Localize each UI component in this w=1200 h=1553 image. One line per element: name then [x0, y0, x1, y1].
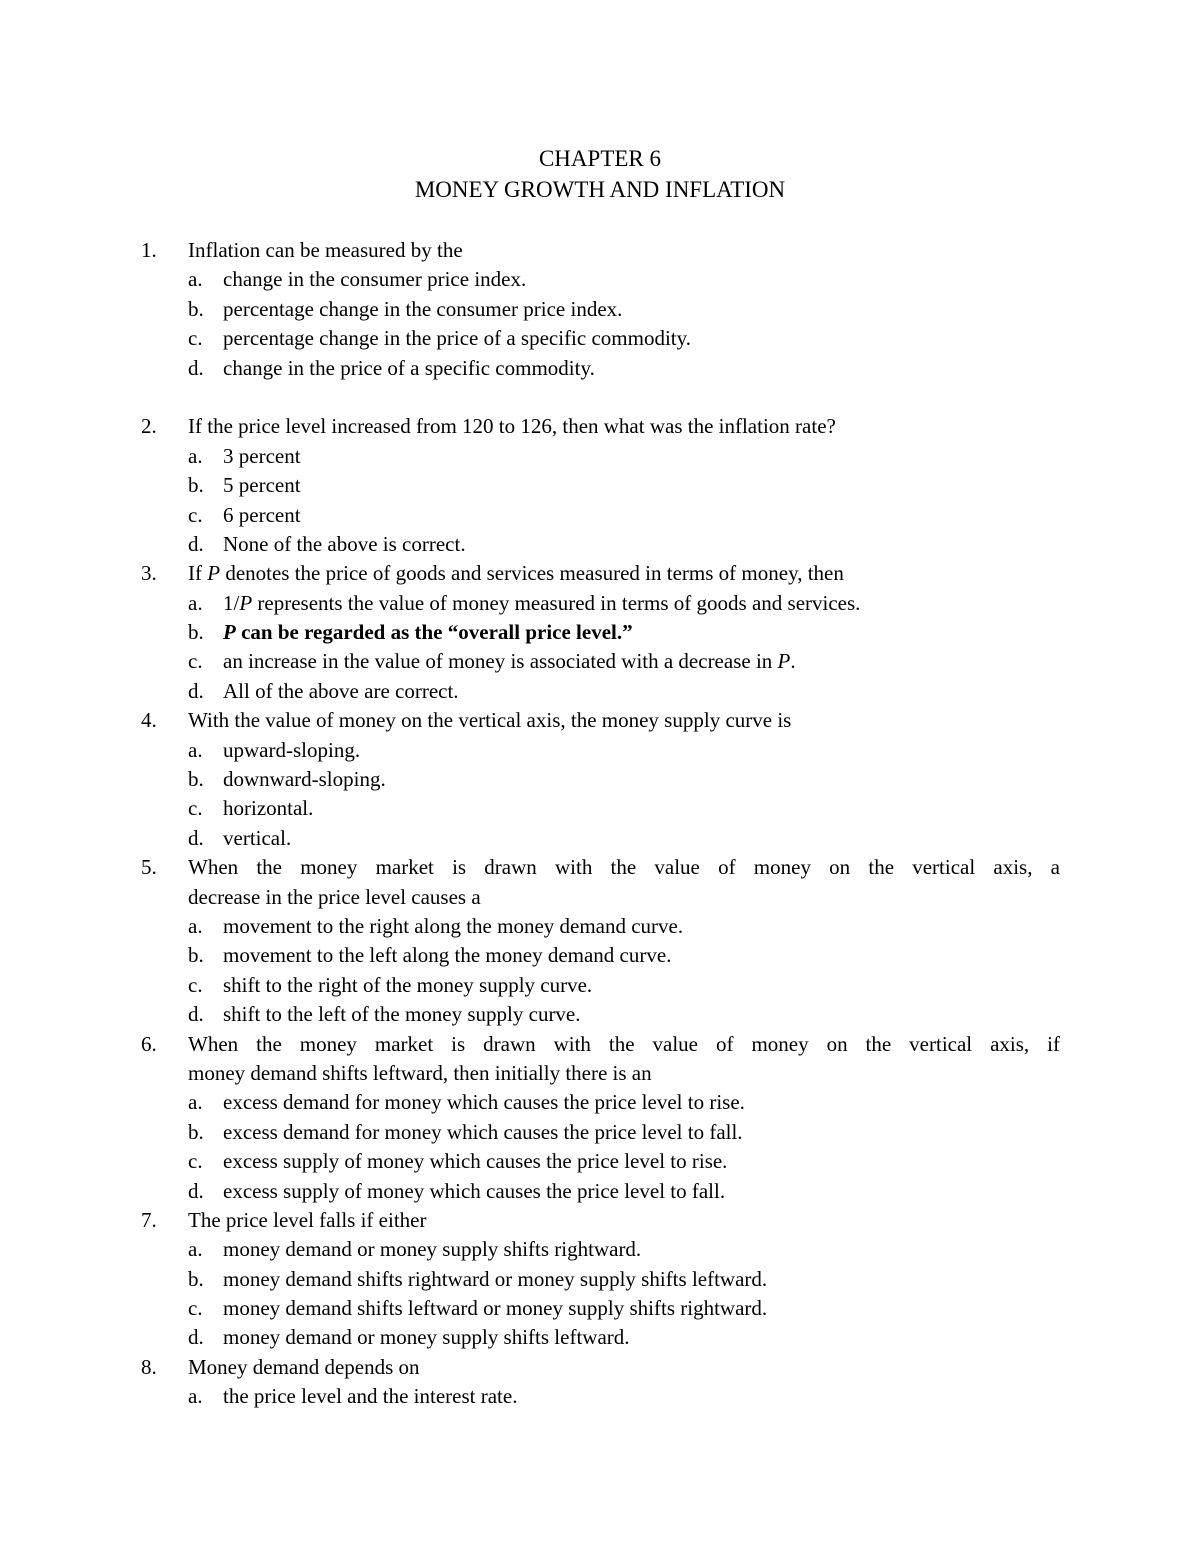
answer-option	[0, 265, 1200, 294]
answer-option	[0, 1118, 1200, 1147]
option-letter: d.	[188, 531, 204, 556]
option-letter: a.	[188, 737, 203, 762]
question-text: If P denotes the price of goods and services measured in terms of money, then	[188, 561, 844, 586]
question-text-continued: money demand shifts leftward, then initially there is an	[188, 1060, 652, 1085]
option-letter: a.	[188, 1237, 203, 1262]
option-text: money demand or money supply shifts rightward.	[223, 1237, 642, 1262]
option-letter: a.	[188, 1384, 203, 1409]
question-5	[0, 853, 1200, 1029]
answer-option	[0, 1294, 1200, 1323]
question-number: 7.	[141, 1207, 157, 1232]
option-text: change in the price of a specific commodity.	[223, 355, 595, 380]
question-7	[0, 1206, 1200, 1353]
option-letter: b.	[188, 473, 204, 498]
option-text: All of the above are correct.	[223, 678, 459, 703]
option-text: money demand shifts leftward or money supply shifts rightward.	[223, 1296, 768, 1321]
question-number: 5.	[141, 855, 157, 880]
chapter-header	[0, 143, 1200, 205]
option-letter: a.	[188, 443, 203, 468]
question-2	[0, 412, 1200, 559]
option-letter: a.	[188, 1090, 203, 1115]
answer-option	[0, 1265, 1200, 1294]
answer-option	[0, 912, 1200, 941]
option-letter: d.	[188, 355, 204, 380]
option-text: money demand shifts rightward or money supply shifts leftward.	[223, 1266, 768, 1291]
question-number: 4.	[141, 708, 157, 733]
option-letter: b.	[188, 1119, 204, 1144]
option-letter: b.	[188, 296, 204, 321]
question-text: If the price level increased from 120 to 126, then what was the inflation rate?	[188, 414, 836, 439]
answer-option	[0, 1088, 1200, 1117]
option-letter: a.	[188, 913, 203, 938]
option-text: 6 percent	[223, 502, 301, 527]
answer-option	[0, 589, 1200, 618]
option-letter: c.	[188, 1149, 203, 1174]
option-text: excess demand for money which causes the price level to fall.	[223, 1119, 743, 1144]
answer-option	[0, 824, 1200, 853]
answer-option	[0, 1000, 1200, 1029]
option-letter: b.	[188, 1266, 204, 1291]
option-text: vertical.	[223, 825, 292, 850]
question-4	[0, 706, 1200, 853]
question-number: 6.	[141, 1031, 157, 1056]
blank-line	[0, 383, 1200, 412]
option-letter: c.	[188, 796, 203, 821]
option-text: the price level and the interest rate.	[223, 1384, 518, 1409]
option-text: 5 percent	[223, 473, 301, 498]
answer-option	[0, 618, 1200, 647]
option-text: movement to the left along the money demand curve.	[223, 943, 672, 968]
question-text: When the money market is drawn with the value of money on the vertical axis, a	[188, 855, 1060, 880]
answer-option	[0, 736, 1200, 765]
answer-option	[0, 295, 1200, 324]
option-text: 1/P represents the value of money measured in terms of goods and services.	[223, 590, 861, 615]
question-8	[0, 1353, 1200, 1412]
option-letter: a.	[188, 267, 203, 292]
option-letter: c.	[188, 972, 203, 997]
option-text: an increase in the value of money is associated with a decrease in P.	[223, 649, 796, 674]
question-text-continued: decrease in the price level causes a	[188, 884, 481, 909]
question-number: 3.	[141, 561, 157, 586]
answer-option	[0, 941, 1200, 970]
answer-option	[0, 471, 1200, 500]
option-letter: c.	[188, 326, 203, 351]
option-text: 3 percent	[223, 443, 301, 468]
question-text: With the value of money on the vertical axis, the money supply curve is	[188, 708, 792, 733]
answer-option	[0, 1235, 1200, 1264]
chapter-number: CHAPTER 6	[538, 146, 662, 171]
option-text: percentage change in the price of a specific commodity.	[223, 326, 692, 351]
option-text: shift to the left of the money supply curve.	[223, 1002, 581, 1027]
question-number: 1.	[141, 238, 157, 262]
option-letter: d.	[188, 1325, 204, 1350]
question-list	[0, 236, 1200, 1412]
answer-option	[0, 324, 1200, 353]
answer-option	[0, 677, 1200, 706]
answer-option	[0, 501, 1200, 530]
option-text: percentage change in the consumer price index.	[223, 296, 623, 321]
option-text: change in the consumer price index.	[223, 267, 527, 292]
question-1	[0, 236, 1200, 383]
chapter-title: MONEY GROWTH AND INFLATION	[414, 177, 786, 202]
answer-option	[0, 794, 1200, 823]
answer-option	[0, 647, 1200, 676]
answer-option	[0, 530, 1200, 559]
question-text: Money demand depends on	[188, 1354, 420, 1379]
option-letter: b.	[188, 943, 204, 968]
option-letter: c.	[188, 502, 203, 527]
answer-option	[0, 354, 1200, 383]
option-letter: c.	[188, 1296, 203, 1321]
option-text: None of the above is correct.	[223, 531, 466, 556]
option-letter: b.	[188, 620, 204, 645]
answer-option	[0, 971, 1200, 1000]
question-text: The price level falls if either	[188, 1207, 427, 1232]
option-text: excess demand for money which causes the price level to rise.	[223, 1090, 745, 1115]
question-6	[0, 1030, 1200, 1206]
answer-option	[0, 442, 1200, 471]
option-text: excess supply of money which causes the price level to rise.	[223, 1149, 728, 1174]
option-text: shift to the right of the money supply curve.	[223, 972, 593, 997]
option-letter: d.	[188, 1002, 204, 1027]
option-letter: d.	[188, 1178, 204, 1203]
option-letter: a.	[188, 590, 203, 615]
option-letter: d.	[188, 825, 204, 850]
option-text: movement to the right along the money demand curve.	[223, 913, 684, 938]
option-letter: d.	[188, 678, 204, 703]
option-text: upward-sloping.	[223, 737, 361, 762]
answer-option	[0, 765, 1200, 794]
option-text: money demand or money supply shifts leftward.	[223, 1325, 630, 1350]
question-number: 8.	[141, 1354, 157, 1379]
answer-option	[0, 1147, 1200, 1176]
question-text: When the money market is drawn with the value of money on the vertical axis, if	[188, 1031, 1060, 1056]
question-text: Inflation can be measured by the	[188, 238, 463, 262]
answer-option	[0, 1177, 1200, 1206]
option-letter: b.	[188, 767, 204, 792]
option-text: downward-sloping.	[223, 767, 386, 792]
question-3	[0, 559, 1200, 706]
answer-option	[0, 1382, 1200, 1411]
answer-option	[0, 1323, 1200, 1352]
option-letter: c.	[188, 649, 203, 674]
question-number: 2.	[141, 414, 157, 439]
option-text: excess supply of money which causes the price level to fall.	[223, 1178, 726, 1203]
option-text: P can be regarded as the “overall price level.”	[223, 620, 633, 645]
option-text: horizontal.	[223, 796, 314, 821]
